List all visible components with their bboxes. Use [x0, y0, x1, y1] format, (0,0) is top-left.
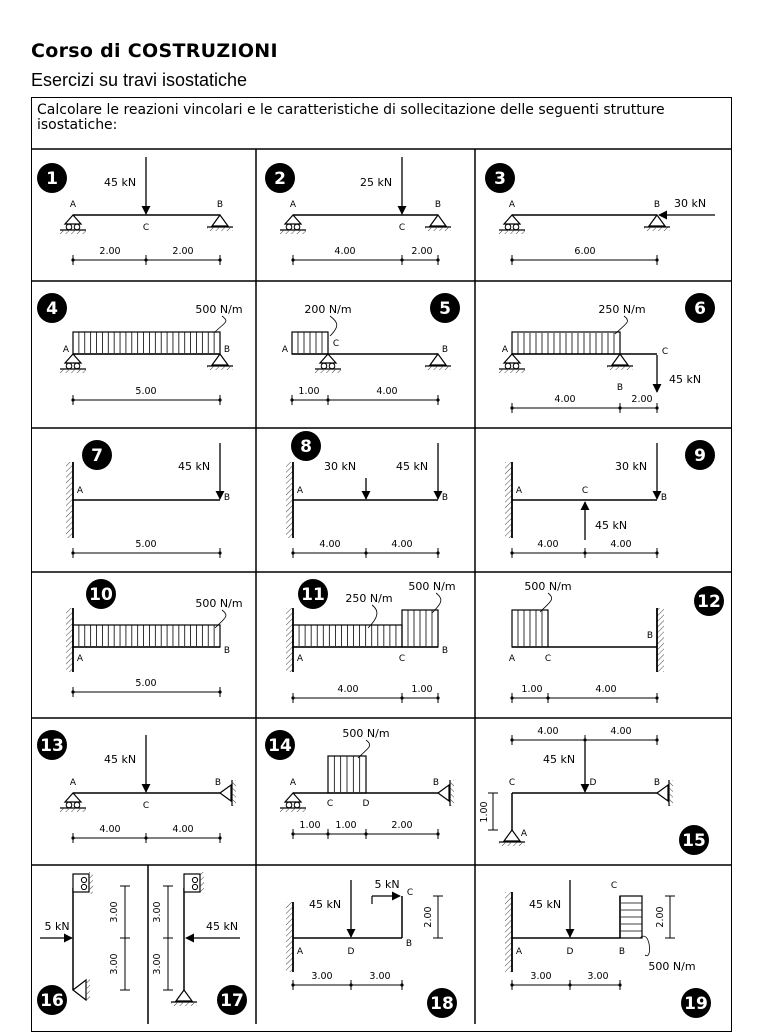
load-leader — [330, 316, 337, 336]
roller-support — [280, 793, 306, 812]
exercise-number: 19 — [684, 994, 708, 1014]
point-label: A — [508, 654, 516, 664]
point-label: A — [69, 200, 77, 210]
exercise-8 — [286, 431, 448, 558]
roller-support — [60, 354, 86, 373]
exercise-number: 8 — [300, 437, 312, 457]
exercise-number: 2 — [274, 169, 286, 189]
pin-support — [207, 354, 233, 370]
exercise-number-badge — [291, 431, 321, 461]
point-label: C — [581, 486, 589, 496]
dimension-node — [400, 983, 403, 986]
dimension-node — [71, 690, 74, 693]
dimension-node — [291, 983, 294, 986]
dimension-node — [436, 696, 439, 699]
pin-support — [73, 980, 86, 1000]
exercise-number: 9 — [694, 446, 706, 466]
exercise-10 — [66, 579, 243, 697]
point-label: C — [406, 888, 414, 898]
point-label: C — [544, 654, 552, 664]
dimension-node — [510, 551, 513, 554]
load-label: 5 kN — [44, 920, 70, 933]
dimension-node — [436, 258, 439, 261]
point-label: C — [332, 339, 340, 349]
fixed-wall-hatch — [66, 462, 73, 538]
dimension-node — [291, 551, 294, 554]
point-label: A — [520, 829, 528, 839]
exercise-number-badge — [86, 579, 116, 609]
dimension-node — [326, 832, 329, 835]
dimension-label: 2.00 — [655, 906, 666, 928]
load-label: 45 kN — [542, 753, 576, 766]
fixed-wall-hatch — [505, 892, 512, 972]
load-label: 45 kN — [103, 176, 137, 189]
hinge-roller — [81, 877, 86, 882]
load-leader — [540, 593, 552, 612]
pin-support — [207, 215, 233, 231]
dimension-label: 2.00 — [411, 246, 433, 257]
exercise-number: 3 — [494, 169, 506, 189]
exercise-number: 12 — [697, 592, 721, 612]
exercise-number-badge — [685, 293, 715, 323]
dimension-label: 4.00 — [319, 539, 341, 550]
exercise-1 — [37, 157, 233, 265]
exercise-number: 16 — [40, 991, 64, 1011]
dimension-label: 2.00 — [99, 246, 121, 257]
point-label: B — [618, 947, 626, 957]
point-label: B — [660, 493, 668, 503]
dimension-node — [326, 398, 329, 401]
dimension-node — [71, 836, 74, 839]
point-label: B — [441, 646, 449, 656]
exercise-9 — [505, 440, 715, 558]
exercise-number: 4 — [46, 299, 58, 319]
dimension-label: 4.00 — [334, 246, 356, 257]
dimension-node — [510, 983, 513, 986]
dimension-label: 2.00 — [423, 906, 434, 928]
exercise-15 — [479, 726, 709, 855]
exercise-4 — [37, 293, 243, 405]
exercise-number: 15 — [682, 831, 706, 851]
exercise-3 — [485, 163, 715, 265]
exercise-6 — [499, 293, 715, 413]
point-label: A — [289, 778, 297, 788]
dimension-label: 2.00 — [631, 394, 653, 405]
dimension-label: 1.00 — [521, 684, 543, 695]
point-label: C — [508, 778, 516, 788]
dimension-node — [655, 738, 658, 741]
dimension-node — [583, 551, 586, 554]
load-label: 500 N/m — [408, 580, 456, 593]
load-label: 30 kN — [323, 460, 357, 473]
roller-support — [60, 215, 86, 234]
point-label: C — [326, 799, 334, 809]
exercise-number: 6 — [694, 299, 706, 319]
point-label: C — [398, 223, 406, 233]
point-label: A — [62, 345, 70, 355]
point-label: B — [441, 345, 449, 355]
point-label: A — [76, 654, 84, 664]
dimension-node — [218, 836, 221, 839]
support-hatch — [86, 978, 90, 1002]
dimension-label: 3.00 — [311, 971, 333, 982]
exercise-number-badge — [298, 579, 328, 609]
exercise-number-badge — [37, 163, 67, 193]
point-label: C — [142, 801, 150, 811]
hinge-roller — [192, 884, 197, 889]
pin-support — [607, 354, 633, 370]
roller-support — [280, 215, 306, 234]
exercise-number-badge — [685, 440, 715, 470]
exercise-13 — [37, 730, 236, 843]
load-label: 45 kN — [177, 460, 211, 473]
course-title: Corso di COSTRUZIONI — [31, 40, 278, 62]
load-label: 45 kN — [205, 920, 239, 933]
dimension-node — [546, 696, 549, 699]
dimension-label: 1.00 — [411, 684, 433, 695]
hinge-support — [73, 874, 89, 892]
exercise-number-badge — [430, 293, 460, 323]
dimension-node — [436, 832, 439, 835]
dimension-node — [364, 551, 367, 554]
dimension-label: 4.00 — [610, 726, 632, 737]
point-label: A — [281, 345, 289, 355]
exercise-number: 7 — [91, 446, 103, 466]
dimension-label: 3.00 — [587, 971, 609, 982]
exercise-number: 5 — [439, 299, 451, 319]
point-label: B — [214, 778, 222, 788]
point-label: C — [142, 223, 150, 233]
point-label: C — [610, 881, 618, 891]
dimension-label: 6.00 — [574, 246, 596, 257]
exercise-number-badge — [265, 730, 295, 760]
exercise-number: 11 — [301, 585, 325, 605]
load-label: 250 N/m — [598, 303, 646, 316]
dimension-node — [655, 406, 658, 409]
point-label: A — [69, 778, 77, 788]
point-label: A — [289, 200, 297, 210]
load-leader — [615, 316, 627, 334]
dimension-node — [510, 406, 513, 409]
pin-support — [220, 780, 236, 806]
hinge-roller — [192, 877, 197, 882]
load-label: 45 kN — [103, 753, 137, 766]
dimension-node — [568, 983, 571, 986]
load-leader — [358, 740, 370, 758]
load-leader — [640, 936, 650, 956]
dimension-node — [71, 258, 74, 261]
dimension-label: 3.00 — [109, 953, 120, 975]
load-leader — [215, 316, 226, 332]
exercise-number: 17 — [220, 991, 244, 1011]
dimension-node — [71, 551, 74, 554]
load-label: 30 kN — [673, 197, 707, 210]
dimension-node — [290, 398, 293, 401]
dimension-label: 3.00 — [152, 901, 163, 923]
load-label: 45 kN — [395, 460, 429, 473]
point-label: B — [432, 778, 440, 788]
exercise-number-badge — [679, 825, 709, 855]
point-label: A — [76, 486, 84, 496]
dimension-node — [655, 696, 658, 699]
exercise-7 — [66, 440, 230, 558]
point-label: B — [646, 631, 654, 641]
dimension-label: 4.00 — [595, 684, 617, 695]
point-label: A — [508, 200, 516, 210]
load-label: 45 kN — [668, 373, 702, 386]
dimension-node — [218, 398, 221, 401]
load-label: 500 N/m — [342, 727, 390, 740]
exercise-5 — [282, 293, 460, 405]
exercise-number-badge — [485, 163, 515, 193]
exercise-number-badge — [37, 293, 67, 323]
load-label: 200 N/m — [304, 303, 352, 316]
point-label: C — [398, 654, 406, 664]
point-label: A — [296, 654, 304, 664]
point-label: A — [296, 486, 304, 496]
instructions-text: Calcolare le reazioni vincolari e le caratteristiche di sollecitazione delle seguenti strutture isostatiche: — [37, 102, 665, 133]
point-label: B — [616, 383, 624, 393]
dimension-node — [618, 983, 621, 986]
support-hatch — [89, 872, 93, 894]
point-label: D — [347, 947, 355, 957]
roller-support — [499, 354, 525, 373]
dimension-label: 5.00 — [135, 386, 157, 397]
dimension-label: 4.00 — [337, 684, 359, 695]
dimension-node — [400, 696, 403, 699]
dimension-node — [510, 696, 513, 699]
dimension-label: 1.00 — [299, 820, 321, 831]
dimension-node — [218, 551, 221, 554]
point-label: A — [515, 947, 523, 957]
fixed-wall-hatch — [286, 462, 293, 538]
distributed-load — [73, 625, 220, 647]
load-label: 45 kN — [594, 519, 628, 532]
distributed-load — [73, 332, 220, 354]
load-label: 25 kN — [359, 176, 393, 189]
dimension-label: 3.00 — [152, 953, 163, 975]
exercise-18 — [286, 878, 457, 1018]
dimension-node — [71, 398, 74, 401]
dimension-node — [144, 836, 147, 839]
point-label: B — [223, 493, 231, 503]
dimension-node — [218, 690, 221, 693]
point-label: B — [405, 939, 413, 949]
dimension-label: 4.00 — [376, 386, 398, 397]
point-label: D — [589, 778, 597, 788]
exercise-2 — [265, 157, 451, 265]
exercise-17 — [152, 872, 247, 1015]
point-label: B — [441, 493, 449, 503]
dimension-node — [291, 832, 294, 835]
roller-support — [315, 354, 341, 373]
dimension-label: 4.00 — [554, 394, 576, 405]
load-label: 5 kN — [374, 878, 400, 891]
point-label: A — [515, 486, 523, 496]
exercise-number-badge — [217, 985, 247, 1015]
load-label: 500 N/m — [195, 303, 243, 316]
point-label: D — [362, 799, 370, 809]
exercise-number-badge — [681, 988, 711, 1018]
dimension-label: 3.00 — [109, 901, 120, 923]
dimension-label: 4.00 — [610, 539, 632, 550]
pin-support — [644, 215, 670, 231]
fixed-wall-hatch — [657, 608, 664, 672]
load-label: 500 N/m — [524, 580, 572, 593]
dimension-node — [618, 406, 621, 409]
point-label: B — [223, 345, 231, 355]
dimension-node — [655, 551, 658, 554]
dimension-node — [144, 258, 147, 261]
dimension-label: 1.00 — [335, 820, 357, 831]
exercise-12 — [509, 580, 724, 703]
exercise-14 — [265, 727, 454, 839]
dimension-node — [510, 258, 513, 261]
load-label: 250 N/m — [345, 592, 393, 605]
exercise-number: 10 — [89, 585, 113, 605]
exercise-number-badge — [694, 586, 724, 616]
roller-support — [60, 793, 86, 812]
point-label: B — [216, 200, 224, 210]
load-label: 45 kN — [528, 898, 562, 911]
dimension-label: 2.00 — [391, 820, 413, 831]
fixed-wall-hatch — [286, 608, 293, 672]
dimension-node — [349, 983, 352, 986]
dimension-label: 2.00 — [172, 246, 194, 257]
load-label: 45 kN — [308, 898, 342, 911]
exercise-number: 13 — [40, 736, 64, 756]
exercise-number: 18 — [430, 994, 454, 1014]
dimension-node — [510, 738, 513, 741]
dimension-label: 1.00 — [479, 801, 490, 823]
point-label: B — [653, 778, 661, 788]
dimension-node — [218, 258, 221, 261]
exercise-19 — [505, 880, 711, 1018]
dimension-node — [583, 738, 586, 741]
pin-support — [171, 990, 197, 1006]
point-label: D — [566, 947, 574, 957]
dimension-label: 1.00 — [298, 386, 320, 397]
fixed-wall-hatch — [66, 608, 73, 672]
point-label: C — [661, 347, 669, 357]
point-label: B — [653, 200, 661, 210]
dimension-node — [436, 551, 439, 554]
exercise-number: 1 — [46, 169, 58, 189]
dimension-label: 5.00 — [135, 539, 157, 550]
roller-support — [499, 215, 525, 234]
dimension-label: 4.00 — [99, 824, 121, 835]
exercise-16 — [37, 872, 130, 1015]
dimension-label: 3.00 — [530, 971, 552, 982]
point-label: B — [223, 646, 231, 656]
hinge-support — [184, 874, 200, 892]
hinge-roller — [81, 884, 86, 889]
page-subtitle: Esercizi su travi isostatiche — [31, 70, 248, 90]
fixed-wall-hatch — [505, 462, 512, 538]
dimension-label: 4.00 — [537, 726, 559, 737]
exercise-number-badge — [37, 985, 67, 1015]
exercise-number-badge — [37, 730, 67, 760]
dimension-label: 3.00 — [369, 971, 391, 982]
dimension-node — [291, 696, 294, 699]
load-label: 30 kN — [614, 460, 648, 473]
dimension-label: 4.00 — [537, 539, 559, 550]
dimension-label: 4.00 — [172, 824, 194, 835]
dimension-node — [291, 258, 294, 261]
dimension-label: 4.00 — [391, 539, 413, 550]
point-label: B — [434, 200, 442, 210]
load-label: 500 N/m — [195, 597, 243, 610]
dimension-node — [655, 258, 658, 261]
point-label: A — [296, 947, 304, 957]
load-label: 500 N/m — [648, 960, 696, 973]
pin-support — [438, 780, 454, 806]
pin-support — [425, 354, 451, 370]
exercise-11 — [286, 579, 456, 703]
exercise-number-badge — [265, 163, 295, 193]
support-hatch — [200, 872, 204, 894]
exercise-number-badge — [427, 988, 457, 1018]
pin-support — [425, 215, 451, 231]
dimension-label: 5.00 — [135, 678, 157, 689]
point-label: A — [501, 345, 509, 355]
dimension-node — [364, 832, 367, 835]
dimension-node — [436, 398, 439, 401]
fixed-wall-hatch — [286, 902, 293, 972]
exercise-number-badge — [82, 440, 112, 470]
dimension-node — [400, 258, 403, 261]
exercise-number: 14 — [268, 736, 292, 756]
